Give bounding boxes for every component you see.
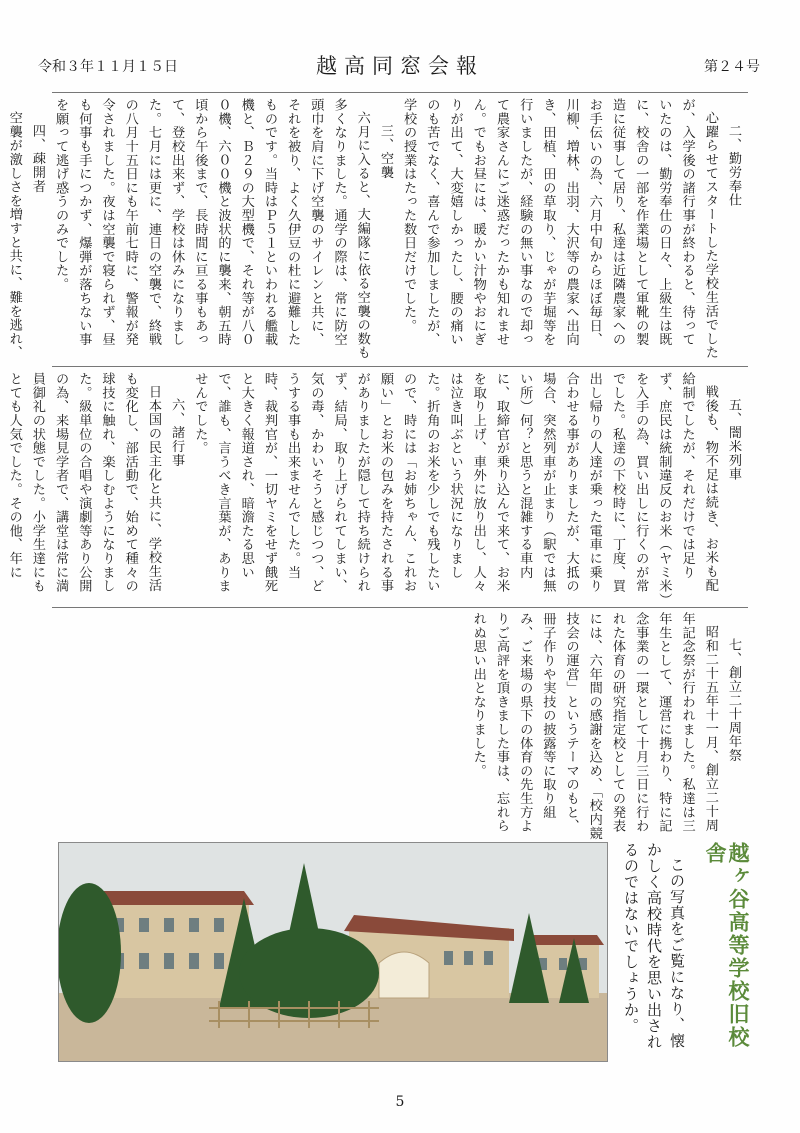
section-heading-3: 三、空襲 bbox=[377, 124, 393, 180]
issue-date: 令和３年１１月１５日 bbox=[38, 59, 178, 75]
section-paragraph-4: 空襲が激しさを増すと共に、難を逃れ、 bbox=[6, 111, 22, 360]
section-heading-6: 六、諸行事 bbox=[169, 398, 185, 468]
text-tier-middle bbox=[6, 372, 745, 602]
text-tier-bottom bbox=[50, 612, 745, 844]
caption-heading: 越ヶ谷高等学校旧校舎 bbox=[703, 842, 751, 1049]
issue-number: 第２４号 bbox=[704, 59, 760, 75]
section-paragraph-2: 心躍らせてスタートした学校生活でしたが、入学後の諸行事が終わると、待っていたのは、勤労奉仕の日々、上級生は既に、校舎の一部を作業場として軍靴の製造に従事して居り、私達は近隣農家へのお手伝いの為、六月中旬からほぼ毎日、川柳、増林、出羽、大沢等の農家へ出向き、田植、田の草取り、じゃが芋堀等を行いましたが、経験の無い事なので却って農家さんにご迷惑だったかも知れません。でもお昼には、暖かい汁物やおにぎりが出て、大変嬉しかったし、腰の痛いのも苦でなく、喜んで参加しましたが、学校の授業はたった数日だけでした。 bbox=[401, 98, 718, 360]
newsletter-title: 越高同窓会報 bbox=[316, 54, 484, 78]
section-paragraph-3: 六月に入ると、大編隊に依る空襲の数も多くなりました。通学の際は、常に防空頭巾を肩に下げ空襲のサイレンと共に、それを被り、よく久伊豆の杜に避難したものです。当時はＰ５１といわれる艦載機と、Ｂ２９の大型機で、それ等が八００機、六００機と波状的に襲来、朝五時頃から午後まで、長時間に亘る事もあって、登校出来ず、学校は休みになりました。七月には更に、連日の空襲で、終戦の八月十五日にも午前七時に、警報が発令されました。夜は空襲で寝られず、昼も何事も手につかず、爆弾が落ちない事を願って逃げ惑うのみでした。 bbox=[53, 98, 370, 360]
section-heading-7: 七、創立二十周年祭 bbox=[726, 638, 741, 763]
section-paragraph-6: 日本国の民主化と共に、学校生活も変化し、部活動で、始めて種々の球技に触れ、楽しむようになりました。級単位の合唱や演劇等あり公開の為、来場見学者で、講堂は常に満員御礼の状態でした。小学生達にもとても人気でした。その他、年に bbox=[6, 372, 161, 593]
header-rule bbox=[52, 92, 748, 93]
photo-caption bbox=[620, 842, 750, 1060]
section-heading-4: 四、疎開者 bbox=[29, 124, 45, 194]
section-paragraph-5: 戦後も、物不足は続き、お米も配給制でしたが、それだけでは足りず、庶民は統制違反のお米（ヤミ米）を入手の為、買い出しに行くのが常でした。私達の下校時に、丁度、買出し帰りの人達が乗った電車に乗り合わせる事がありましたが、大抵の場合、突然列車が止まり（駅では無い所）何？と思うと混雑する車内に、取締官が乗り込んで来て、お米を取り上げ、車外に放り出し、人々は泣き叫ぶという状況になりました。折角のお米を少しでも残したいので、時には「お姉ちゃん、これお願い」とお米の包みを持たされる事がありましたが隠して持ち続けられず、結局、取り上げられてしまい、気の毒、かわいそうと感じつつ、どうする事も出来ませんでした。当時、裁判官が、一切ヤミをせず餓死と大きく報道され、暗澹たる思いで、誰も、言うべき言葉が、ありませんでした。 bbox=[192, 372, 718, 600]
tree bbox=[59, 883, 121, 1023]
building-entrance-arch bbox=[379, 952, 429, 998]
old-school-building-photo bbox=[58, 842, 608, 1062]
tier-divider bbox=[52, 607, 748, 608]
caption-text: この写真をご覧になり、懐かしく高校時代を思い出されるのではないでしょうか。 bbox=[622, 842, 686, 1050]
tier-divider bbox=[52, 366, 748, 367]
roof-right-wing bbox=[524, 935, 604, 945]
text-tier-top bbox=[6, 98, 745, 360]
roof-left-wing bbox=[94, 891, 254, 905]
section-heading-5: 五、闇米列車 bbox=[726, 398, 741, 482]
section-paragraph-7: 昭和二十五年十一月、創立二十周年記念祭が行われました。私達は三年生として、運営に携わり、特に記念事業の一環として十月三日に行われた体育の研究指定校としての発表には、六年間の感謝を込め、「校内競技会の運営」というテーマのもと、冊子作りや実技の披露等に取り組み、ご来場の県下の体育の先生方よりご高評を頂きました事は、忘れられぬ思い出となりました。 bbox=[470, 612, 718, 840]
section-heading-2: 二、勤労奉仕 bbox=[726, 124, 741, 208]
page-number: 5 bbox=[395, 1094, 405, 1110]
